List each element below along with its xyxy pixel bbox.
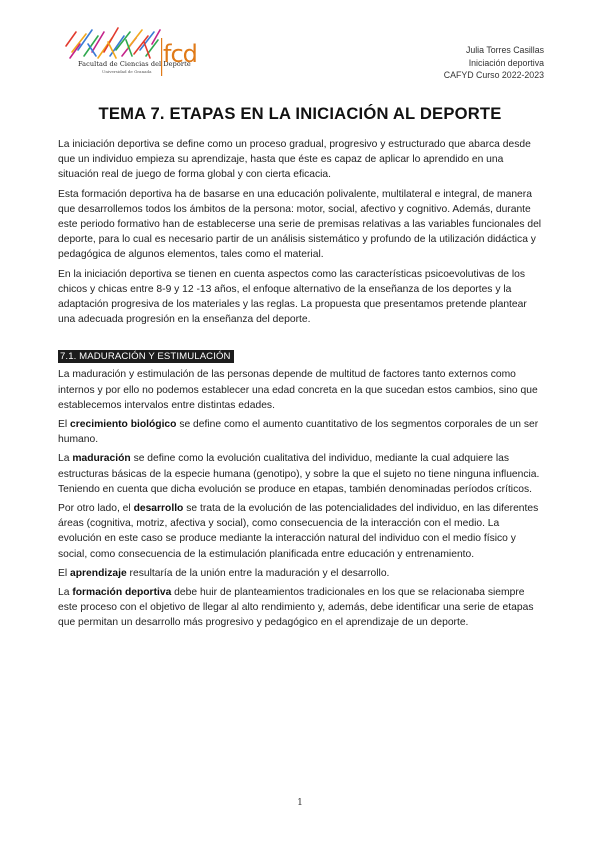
subject-name: Iniciación deportiva <box>468 57 544 68</box>
logo-subtext: Universidad de Granada <box>102 69 152 74</box>
section-paragraph-5 <box>58 566 545 581</box>
course-info: CAFYD Curso 2022-2023 <box>443 70 544 81</box>
bold-term: maduración <box>72 453 131 465</box>
bold-term: formación deportiva <box>72 587 172 599</box>
intro-paragraph-1: La iniciación deportiva se define como un proceso gradual, progresivo y estructurado que abarca desde que un individuo empieza su aprendizaje, hasta que éste es capaz de aplicar lo aprendido en una situación real de juego de forma global y con cierta eficacia. <box>58 139 531 181</box>
text-run: se define como la evolución cualitativa del individuo, mediante la cual adquiere las estructuras básicas de la especie humana (genotipo), y sobre la que el sujeto no tiene ninguna influencia. Teniendo en cuenta que dicha evolución se produce en etapas, también denominadas períodos críticos. <box>58 453 540 495</box>
document-body <box>58 137 545 635</box>
section-paragraph-3 <box>58 451 545 497</box>
text-run: El <box>58 567 71 579</box>
section-paragraph-2 <box>58 417 545 447</box>
intro-paragraph-2: Esta formación deportiva ha de basarse en una educación polivalente, multilateral e integral, de manera que desarrollemos todos los ámbitos de la persona: motor, social, afectivo y cognitivo. Además, durante este periodo formativo han de establecerse una serie de premisas relativas a las variables funcionales del deporte, para lo cual es necesario partir de un análisis sistemático y profundo de la utilización didáctica y pedagógica de algunos elementos, tales como el material. <box>58 188 542 261</box>
text-run: Por otro lado, el <box>58 503 134 515</box>
intro-paragraph-3: En la iniciación deportiva se tienen en cuenta aspectos como las características psicoevolutivas de los chicos y chicas entre 8-9 y 12 -13 años, el enfoque alternativo de la enseñanza de los deportes y la adaptación progresiva de los materiales y las reglas. La propuesta que presentamos pretende plantear una adecuada progresión en la enseñanza del deporte. <box>58 268 527 326</box>
header-info <box>444 44 544 82</box>
text-run: se trata de la evolución de las potencialidades del individuo, en las diferentes áreas (cognitiva, motriz, afectiva y social), como consecuencia de la interacción con el medio. La evolución en este caso se produce mediante la interacción natural del individuo con el medio físico y social, como consecuencia de la estimulación planificada entre educación y entrenamiento. <box>58 503 539 560</box>
page-number: 1 <box>297 798 303 808</box>
section-heading: 7.1. MADURACIÓN Y ESTIMULACIÓN <box>58 350 234 363</box>
section-paragraph-4 <box>58 501 545 562</box>
author-name: Julia Torres Casillas <box>465 45 544 55</box>
section-paragraph-1: La maduración y estimulación de las personas depende de multitud de factores tanto externos como internos y por ello no podemos establecer una edad concreta en la que sucedan estos cambios, sino que establecemos intervalos entre distintas edades. <box>58 369 538 411</box>
text-run: La <box>58 453 73 465</box>
logo-text: Facultad de Ciencias del Deporte <box>78 60 191 68</box>
text-run: El <box>58 419 71 431</box>
section-paragraph-6 <box>58 585 545 631</box>
text-run: debe huir de planteamientos tradicionales en los que se relacionaba siempre este proceso con el objetivo de llegar al alto rendimiento y, además, debe identificar una serie de etapas que permitan un desarrollo más progresivo y pedagógico en el aprendizaje de un deporte. <box>58 587 534 629</box>
text-run: se define como el aumento cuantitativo de los segmentos corporales de un ser humano. <box>58 419 539 446</box>
bold-term: crecimiento biológico <box>70 419 177 431</box>
bold-term: desarrollo <box>133 503 184 515</box>
logo-acronym: fcd <box>163 40 197 68</box>
text-run: La <box>58 587 73 599</box>
text-run: resultaría de la unión entre la maduración y el desarrollo. <box>126 567 390 579</box>
document-title: TEMA 7. ETAPAS EN LA INICIACIÓN AL DEPORTE <box>98 104 502 123</box>
bold-term: aprendizaje <box>70 567 127 579</box>
